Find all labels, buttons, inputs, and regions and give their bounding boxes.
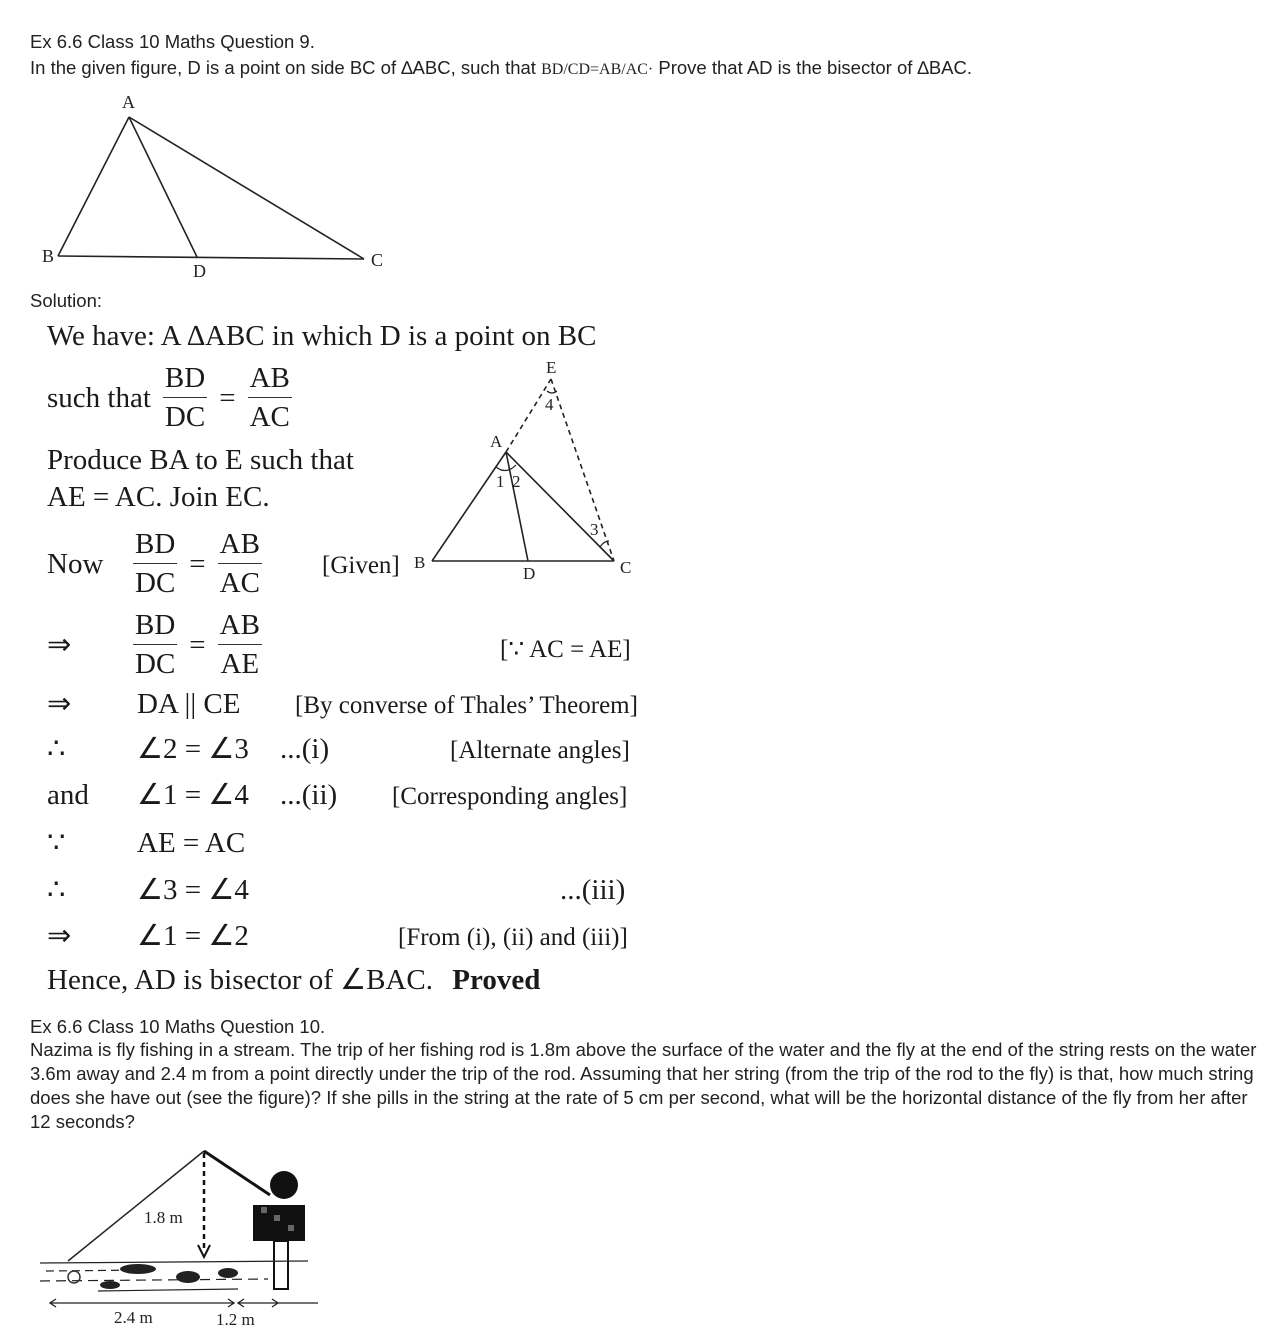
produce-line-1: Produce BA to E such that	[47, 444, 354, 476]
denominator: DC	[164, 401, 206, 433]
fraction-bd-dc	[163, 364, 207, 432]
equals-sign: =	[189, 628, 206, 661]
equals-sign: =	[189, 547, 206, 580]
numerator: AB	[218, 611, 262, 645]
vertex-a-label: A	[490, 432, 503, 451]
proof-step-7-expr: ∠3 = ∠4	[137, 874, 249, 906]
fraction	[218, 530, 262, 598]
construction-figure	[410, 355, 650, 585]
proof-step-3-expr: DA || CE	[137, 688, 241, 720]
numerator: AB	[248, 364, 292, 398]
conclusion	[47, 966, 540, 995]
numerator: BD	[133, 611, 177, 645]
denominator: AC	[249, 401, 290, 433]
step-1-reason: [Given]	[322, 552, 400, 579]
question-9-text-start: In the given figure, D is a point on side BC of ∆ABC, such that	[30, 57, 542, 78]
denominator: AC	[219, 567, 260, 599]
fraction	[133, 611, 177, 679]
proof-step-4-tag: ...(i)	[280, 733, 330, 765]
step-7-reason: ...(iii)	[560, 874, 626, 906]
solution-label: Solution:	[30, 290, 102, 311]
vertex-c-label: C	[620, 558, 632, 577]
proof-step-5-lead: and	[47, 779, 89, 811]
angle-4-label: 4	[545, 395, 554, 414]
proof-step-4-lead: ∴	[47, 733, 66, 765]
question-9-text-end: Prove that AD is the bisector of ∆BAC.	[653, 57, 973, 78]
fraction-ab-ac	[248, 364, 292, 432]
proof-step-4-expr: ∠2 = ∠3	[137, 733, 249, 765]
vertex-d-label: D	[193, 261, 206, 281]
proof-step-5-tag: ...(ii)	[280, 779, 338, 811]
vertex-b-label: B	[42, 246, 55, 266]
person-head-icon	[270, 1171, 298, 1199]
left-distance-label: 2.4 m	[114, 1308, 153, 1327]
fishing-figure	[38, 1143, 318, 1331]
proof-step-6-expr: AE = AC	[137, 827, 246, 859]
denominator: DC	[135, 567, 176, 599]
proof-step-5-expr: ∠1 = ∠4	[137, 779, 249, 811]
proof-step-8-expr: ∠1 = ∠2	[137, 920, 249, 952]
step-2-reason: [∵ AC = AE]	[500, 636, 631, 663]
proof-step-1	[47, 530, 262, 598]
solution-intro: We have: A ∆ABC in which D is a point on BC	[47, 320, 597, 352]
denominator: DC	[135, 648, 176, 680]
equals-sign: =	[219, 381, 236, 414]
question-10-text: Nazima is fly fishing in a stream. The trip of her fishing rod is 1.8m above the surface of the water and the fly at the end of the string rests on the water 3.6m away and 2.4 m from a point directly under the trip of the rod. Assuming that her string (from the trip of the rod to the fly) is that, how much string does she have out (see the figure)? If she pills in the string at the rate of 5 cm per second, what will be the horizontal distance of the fly from her after 12 seconds?	[30, 1039, 1257, 1132]
vertex-b-label: B	[414, 553, 426, 572]
vertex-a-label: A	[122, 92, 135, 112]
proof-step-8-lead: ⇒	[47, 920, 72, 952]
vertex-e-label: E	[546, 358, 557, 377]
step-lead: ⇒	[47, 628, 72, 661]
conclusion-text: Hence, AD is bisector of ∠BAC.	[47, 964, 434, 996]
step-8-reason: [From (i), (ii) and (iii)]	[398, 924, 628, 951]
angle-1-label: 1	[496, 472, 505, 491]
proof-step-2	[47, 611, 262, 679]
triangle-abc-figure	[38, 90, 398, 285]
vertex-d-label: D	[523, 564, 536, 583]
question-10-title: Ex 6.6 Class 10 Maths Question 10.	[30, 1016, 326, 1037]
right-distance-label: 1.2 m	[216, 1310, 255, 1329]
numerator: BD	[163, 364, 207, 398]
such-that-text: such that	[47, 381, 151, 414]
proof-step-6-lead: ∵	[47, 827, 66, 859]
angle-2-label: 2	[512, 472, 521, 491]
step-3-reason: [By converse of Thales’ Theorem]	[295, 692, 638, 719]
proved-label: Proved	[452, 964, 541, 996]
height-label: 1.8 m	[144, 1208, 183, 1227]
denominator: AE	[220, 648, 260, 680]
angle-3-label: 3	[590, 520, 599, 539]
step-4-reason: [Alternate angles]	[450, 737, 630, 764]
person-body-icon	[253, 1205, 305, 1241]
numerator: BD	[133, 530, 177, 564]
question-9-title: Ex 6.6 Class 10 Maths Question 9.	[30, 31, 315, 52]
question-9-ratio: BD/CD=AB/AC·	[541, 61, 654, 78]
fraction	[218, 611, 262, 679]
produce-line-2: AE = AC. Join EC.	[47, 481, 270, 513]
question-9-text	[30, 57, 972, 79]
step-5-reason: [Corresponding angles]	[392, 783, 628, 810]
fraction	[133, 530, 177, 598]
step-lead: Now	[47, 547, 104, 580]
vertex-c-label: C	[371, 250, 384, 270]
given-ratio-line	[47, 364, 292, 432]
proof-step-7-lead: ∴	[47, 874, 66, 906]
numerator: AB	[218, 530, 262, 564]
proof-step-3-lead: ⇒	[47, 688, 72, 720]
